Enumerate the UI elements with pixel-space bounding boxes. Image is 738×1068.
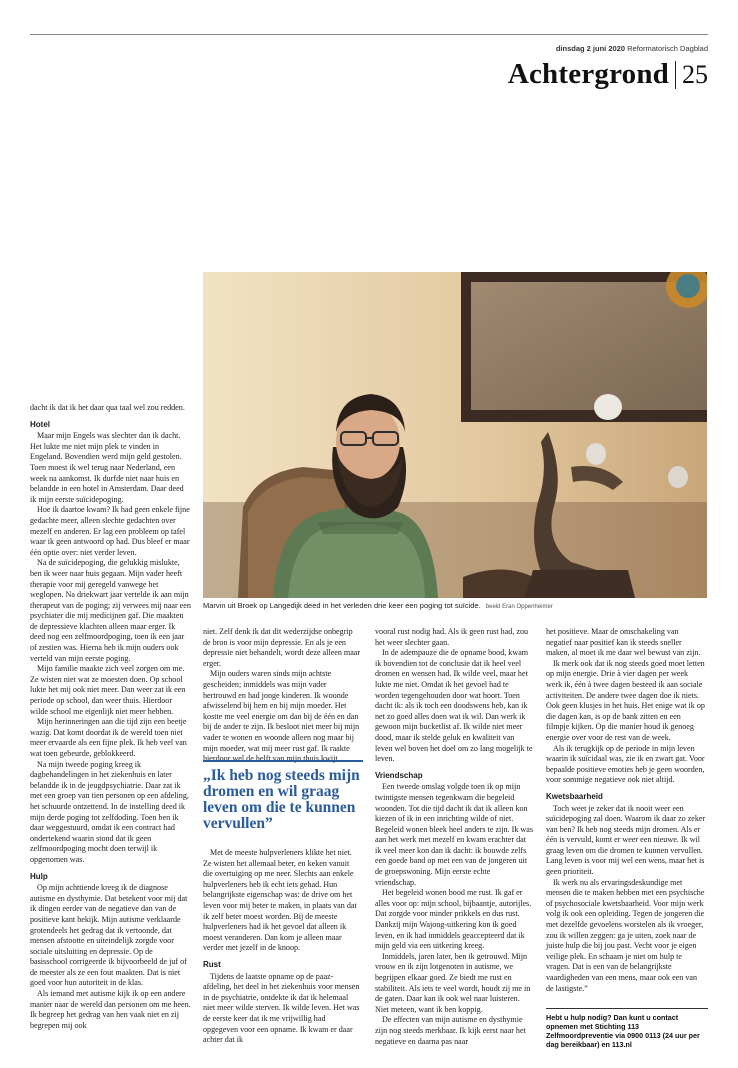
- paragraph: Maar mijn Engels was slechter dan ik dacht. Het lukte me niet mijn plek te vinden in Engeland. Bovendien werd mijn geld gestolen. Toen moest ik wel terug naar Nederland, een week na aankomst. Ik durfde niet naar huis en belandde in een hotel in Amsterdam. Daar deed ik mijn eerste suïcidepoging.: [30, 431, 184, 504]
- paragraph: Ik werk nu als ervaringsdeskundige met mensen die te maken hebben met een psychische of psychosociale kwetsbaarheid. Voor mijn werk volg ik ook een opleiding. Tegen de jongeren die met dezelfde gevoelens worstelen als ik vroeger, zou ik willen zeggen: ga je uiten, zoek naar de juiste hulp die bij jou past. Vecht voor je eigen veilige plek. En schaam je niet om hulp te vragen. Dat is een van de belangrijkste vaardigheden van een mens, maar ook een van de lastigste.”: [546, 877, 705, 993]
- paragraph: Met de meeste hulpverleners klikte het niet. Ze wisten het allemaal beter, en keken vanuit die overtuiging op me neer. Slechts aan enkele hulpverleners heb ik echt iets gehad. Hun belangrijkste eigenschap was: de drive om het leven voor mij beter te maken, in plaats van dat ik zelf beter moest worden. Bij de meeste hulpverleners had ik het gevoel dat alleen ik moest veranderen. Dan kom je alleen maar verder met jezelf in de knoop.: [203, 848, 357, 953]
- page-number: 25: [682, 59, 708, 89]
- paragraph: Na mijn tweede poging kreeg ik dagbehandelingen in het ziekenhuis en later belandde ik in de jeugdpsychiatrie. Daar zat ik met een groep van tien personen op een afdeling, het schuurde ontzettend. In de instelling deed ik mijn derde poging tot zelfdoding. Toen ben ik daar weggestuurd, omdat ik een contract had ondertekend waarin stond dat ik geen zelfmoordpoging mocht doen terwijl ik opgenomen was.: [30, 759, 189, 864]
- paragraph: Toch weet je zeker dat ik nooit weer een suïcidepoging zal doen. Waarom ik daar zo zeker van ben? Ik heb nog steeds mijn dromen. Als er één is vervuld, komt er weer een nieuwe. Ik wil graag leven om die dromen te kunnen vervullen. Lang leven is voor mij wel een wens, maar het is geen prioriteit.: [546, 803, 706, 877]
- paragraph: Tijdens de laatste opname op de paaz-afdeling, het deel in het ziekenhuis voor mensen in de psychiatrie, ontdekte ik dat ik helemaal niet meer wilde sterven. Ik wilde leven. Het was de eerste keer dat ik me vrijwillig had opgegeven voor een opname. Ik kwam er daar achter dat ik: [203, 971, 360, 1045]
- paragraph: het positieve. Maar de omschakeling van negatief naar positief kan ik steeds sneller maken, al moet ik me daar wel bewust van zijn.: [546, 627, 701, 658]
- subheading-rust: Rust: [203, 959, 221, 969]
- issue-date: dinsdag 2 juni 2020: [555, 44, 626, 53]
- paragraph: Het begeleid wonen bood me rust. Ik gaf er alles voor op: mijn school, bijbaantje, autorijles. Dat zorgde voor minder prikkels en dus rust. Dankzij mijn Wajong-uitkering kon ik goed leven, en ik had inmiddels geaccepteerd dat ik mijn geld via een uitkering kreeg.: [375, 888, 532, 951]
- photo-caption: [203, 601, 713, 610]
- column-4: [546, 627, 706, 994]
- paragraph: Mijn ouders waren sinds mijn achtste gescheiden; inmiddels was mijn vader hertrouwd en had jonge kinderen. Ik woonde afwisselend bij hem en bij mijn moeder. Het kostte me veel energie om dan bij de één en dan bij de ander te zijn. Ik besloot niet meer bij mijn vader te wonen en woonde alleen nog maar bij mijn moeder, wat mij meer rust gaf. Ik raakte hierdoor wel de helft van mijn thuis kwijt.: [203, 669, 360, 764]
- paragraph: In de adempauze die de opname bood, kwam ik bovendien tot de conclusie dat ik heel veel dromen en wensen had. Ik wilde veel, maar het lukte me niet. Omdat ik het gevoel had te worden tegengehouden door wat hoort. Toen dacht ik: als ik toch een doodswens heb, kan ik net zo goed alles doen wat ik wil. Dan werk ik gewoon mijn bucketlist af. Ik wilde niet meer dood, maar ik stelde geluk en kwaliteit van leven wel boven het doel om zo lang mogelijk te leven.: [375, 648, 533, 764]
- column-2-bottom: [203, 848, 361, 1046]
- paragraph: Na de suïcidepoging, die gelukkig mislukte, ben ik weer naar huis gegaan. Mijn vader heeft therapie voor mij geregeld vanwege het weglopen. Na driekwart jaar vertelde ik aan mijn therapeut van de poging; zij verwees mij naar een psychiater die mij medicijnen gaf. Die maakten de depressieve klachten alleen maar erger. Ik deed nog een zelfmoordpoging, toen ik een jaar of zestien was. Hierna heb ik mijn ouders ook verteld van mijn eerste poging.: [30, 558, 191, 663]
- column-3: [375, 627, 533, 1047]
- section-divider: [675, 61, 676, 89]
- paragraph: Als ik terugkijk op de periode in mijn leven waarin ik suïcidaal was, zie ik en zwart gat. Voor bepaalde positieve emoties heb je geen woorden, voor sommige negatieve ook niet altijd.: [546, 743, 705, 785]
- newspaper-name: Reformatorisch Dagblad: [627, 44, 708, 53]
- paragraph: niet. Zelf denk ik dat dit wederzijdse onbegrip de bron is voor mijn depressie. En als je een depressie niet behandelt, wordt deze alleen maar erger.: [203, 627, 361, 668]
- paragraph: Hoe ik daartoe kwam? Ik had geen enkele fijne gedachte meer, alleen slechte gedachten over mezelf en anderen. Er lag een probleem op tafel waar ik geen antwoord op had. Dus bleef er maar één optie over: niet verder leven.: [30, 505, 190, 557]
- paragraph: Op mijn achttiende kreeg ik de diagnose autisme en dysthymie. Dat betekent voor mij dat ik dingen eerder van de negatieve dan van de positieve kant bekijk. Mijn autisme verklaarde grotendeels het gedrag dat ik vertoonde, dat mensen afstootte en uiteindelijk zorgde voor sociale uitsluiting en depressie. Op de basisschool corrigeerde ik bijvoorbeeld de juf of de meester als ze een fout maakten. Dat is niet goed voor hun autoriteit in de klas.: [30, 883, 188, 988]
- top-rule: [30, 34, 708, 35]
- paragraph: Als iemand met autisme kijk ik op een andere manier naar de wereld dan personen om me heen. Ik begreep het gedrag van hen vaak niet en zij begrepen mij ook: [30, 989, 191, 1030]
- paragraph: Inmiddels, jaren later, ben ik getrouwd. Mijn vrouw en ik zijn lotgenoten in autisme, we begrijpen elkaar goed. Ze biedt me rust en stabiliteit. Als iets te veel wordt, houdt zij me in de gaten. Daar kan ik ook wel naar luisteren. Niet meteen, want ik ben koppig.: [375, 951, 531, 1014]
- pull-quote: „Ik heb nog steeds mijn dromen en wil graag leven om die te kunnen vervullen”: [203, 760, 363, 832]
- paragraph: Mijn familie maakte zich veel zorgen om me. Ze wisten niet wat ze moesten doen. Op school lukte het mij ook niet meer. Dan weer zat ik een periode op school, dan weer thuis. Hierdoor wilde school me eigenlijk niet meer hebben.: [30, 664, 186, 716]
- paragraph: Ik merk ook dat ik nog steeds goed moet letten op mijn energie. Drie à vier dagen per week werk ik, één à twee dagen besteed ik aan sociale activiteiten. De andere twee dagen doe ik niets. Ook geen klusjes in het huis. Het enige wat ik op die dagen kan, is op de bank zitten en een filmpje kijken. Op die manier houd ik genoeg energie over voor de rest van de week.: [546, 658, 705, 742]
- dateline: [556, 44, 708, 53]
- column-1: [30, 403, 192, 1031]
- subheading-hotel: Hotel: [30, 419, 50, 429]
- section-header: [508, 58, 708, 91]
- paragraph: De effecten van mijn autisme en dysthymie zijn nog steeds merkbaar. Ik kijk eerst naar het negatieve en daarna pas naar: [375, 1015, 526, 1046]
- paragraph: Een tweede omslag volgde toen ik op mijn twintigste mensen tegenkwam die begeleid woonden. Tot die tijd dacht ik dat ik alleen kon kiezen of ik in een inrichting wilde of niet. Begeleid wonen bleek heel anders te zijn. Ik was aan het werk met mezelf en kwam erachter dat ik veel meer kon dan ik dacht: ik bouwde zelfs een goede band op met een van de jongeren uit de groepswoning. Mijn eerste echte vriendschap.: [375, 782, 533, 887]
- subheading-kwetsbaarheid: Kwetsbaarheid: [546, 791, 603, 801]
- article-photo: [203, 272, 707, 598]
- column-2-top: [203, 627, 361, 765]
- paragraph: Mijn herinneringen aan die tijd zijn een beetje wazig. Dat komt doordat ik de wereld toen niet meer ervaarde als een fijne plek. Ik heb veel van wat toen gebeurde, geblokkeerd.: [30, 717, 187, 758]
- subheading-hulp: Hulp: [30, 871, 48, 881]
- photo-illustration: [203, 272, 707, 598]
- paragraph: dacht ik dat ik het daar qua taal wel zou redden.: [30, 403, 185, 412]
- paragraph: vooral rust nodig had. Als ik geen rust had, zou het weer slechter gaan.: [375, 627, 529, 647]
- help-info-box: Hebt u hulp nodig? Dan kunt u contact opnemen met Stichting 113 Zelfmoordpreventie via 0900 0113 (24 uur per dag bereikbaar) en 113.nl: [546, 1008, 708, 1049]
- section-name: Achtergrond: [507, 58, 669, 90]
- photo-credit: beeld Eran Oppenheimer: [485, 604, 553, 610]
- subheading-vriendschap: Vriendschap: [375, 770, 423, 780]
- caption-text: Marvin uit Broek op Langedijk deed in het verleden drie keer een poging tot suïcide.: [203, 601, 481, 610]
